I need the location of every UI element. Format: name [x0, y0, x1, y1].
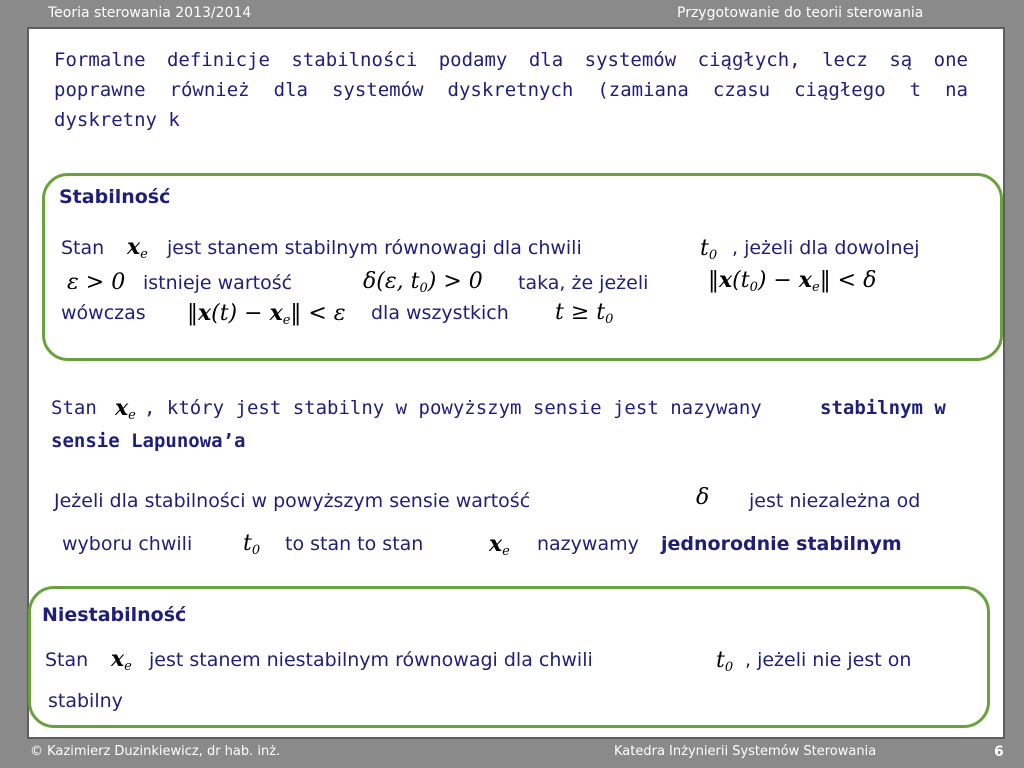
math-initial-norm-condition: $‖x(t_0)$ − $x_e‖ < \delta$ — [708, 267, 877, 295]
uniform-term: jednorodnie stabilnym — [661, 533, 902, 555]
stability-text: , jeżeli dla dowolnej — [732, 237, 920, 259]
stability-title: Stabilność — [59, 186, 171, 208]
uniform-text: Jeżeli dla stabilności w powyższym sensie wartość — [54, 490, 531, 512]
stability-text: jest stanem stabilnym równowagi dla chwili — [167, 237, 582, 259]
math-time-condition: $t \ge t_0$ — [555, 300, 614, 327]
instability-text: Stan — [45, 649, 89, 671]
uniform-text: jest niezależna od — [749, 490, 921, 512]
stability-text: dla wszystkich — [371, 302, 509, 324]
instability-text: stabilny — [48, 690, 123, 712]
uniform-text: to stan to stan — [285, 533, 424, 555]
footer-author: © Kazimierz Duzinkiewicz, dr hab. inż. — [30, 744, 281, 759]
math-delta-function: δ(ε, $t_0) > 0$ — [363, 269, 483, 296]
instability-text: , jeżeli nie jest on — [745, 649, 912, 671]
math-epsilon-positive: ε > 0 — [67, 270, 126, 295]
math-t0: $t_0$ — [700, 236, 718, 263]
instability-box — [28, 586, 990, 728]
stability-box — [42, 173, 1003, 361]
header-course-title: Teoria sterowania 2013/2014 — [48, 5, 252, 21]
intro-paragraph: Formalne definicje stabilności podamy dla systemów ciągłych, lecz są one poprawne również dla systemów dyskretnych (zamiana czasu ciągłego t na dyskretny k — [54, 49, 968, 131]
math-xe: $x_e$ — [111, 646, 132, 674]
slide-panel — [27, 27, 1005, 739]
instability-text: jest stanem niestabilnym równowagi dla chwili — [149, 649, 593, 671]
lyapunov-text: , który jest stabilny w powyższym sensie jest nazywany — [144, 397, 762, 419]
math-xe: $x_e$ — [115, 395, 136, 423]
page-number: 6 — [994, 744, 1004, 760]
stability-text: Stan — [61, 237, 105, 259]
stability-text: taka, że jeżeli — [518, 272, 649, 294]
math-t0: $t_0$ — [716, 648, 734, 675]
lyapunov-text: Stan — [51, 397, 97, 419]
uniform-text: wyboru chwili — [62, 533, 193, 555]
math-norm-condition: ‖x(t) − $x_e‖ < \varepsilon$ — [187, 300, 346, 328]
footer-department: Katedra Inżynierii Systemów Sterowania — [614, 744, 877, 759]
stability-text: istnieje wartość — [143, 272, 293, 294]
math-xe: $x_e$ — [127, 234, 148, 262]
math-t0: $t_0$ — [243, 531, 261, 558]
lyapunov-term: stabilnym w — [820, 397, 946, 419]
instability-title: Niestabilność — [42, 604, 187, 626]
math-delta: δ — [696, 485, 710, 510]
stability-text: wówczas — [61, 302, 146, 324]
header-section-title: Przygotowanie do teorii sterowania — [677, 5, 924, 21]
math-xe: $x_e$ — [489, 531, 510, 559]
lyapunov-term: sensie Lapunowa’a — [51, 430, 246, 452]
uniform-text: nazywamy — [537, 533, 639, 555]
